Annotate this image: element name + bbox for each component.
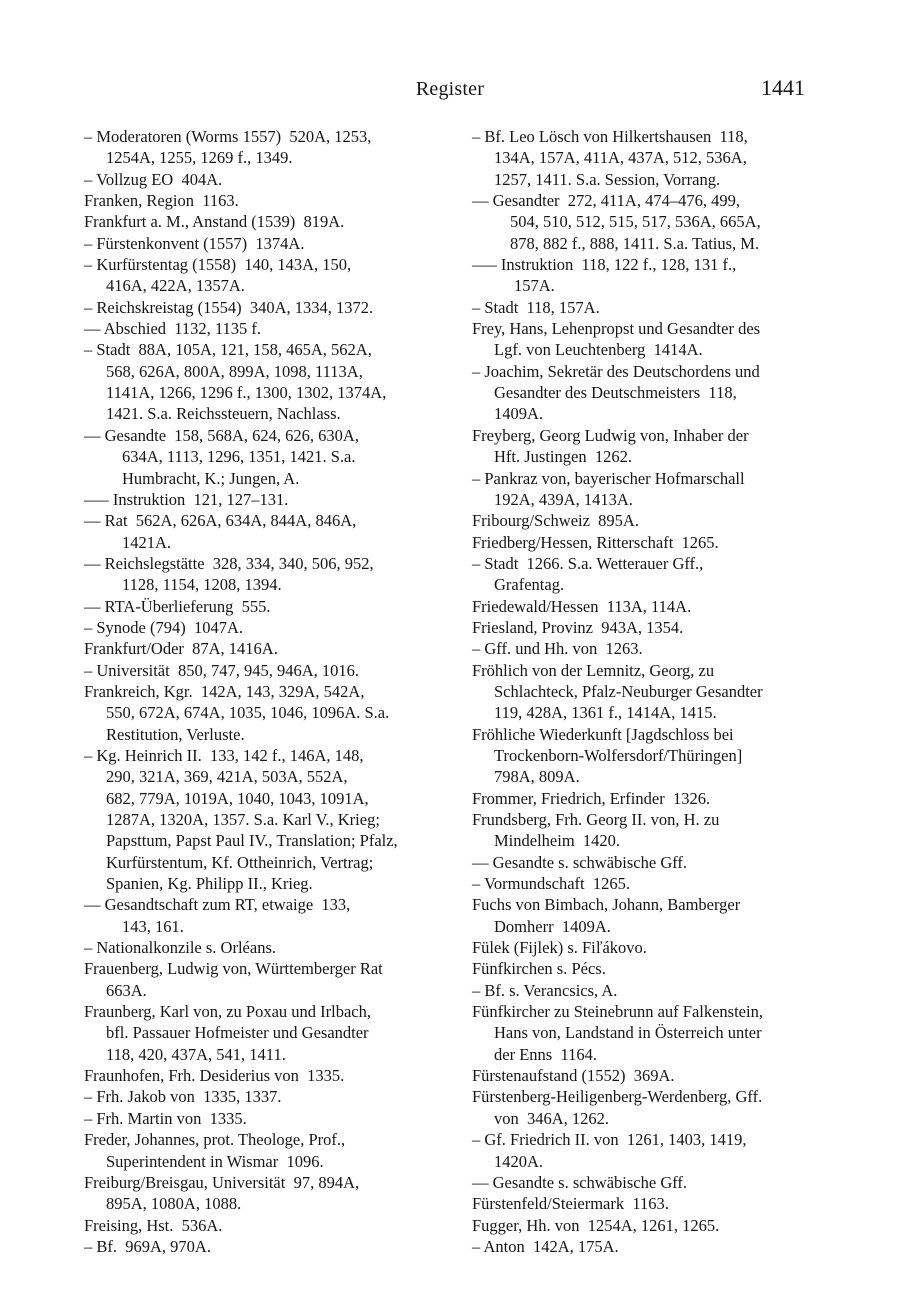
- index-line: Fürstenfeld/Steiermark 1163.: [472, 1194, 669, 1214]
- index-line: Frankreich, Kgr. 142A, 143, 329A, 542A,: [84, 681, 365, 701]
- index-line: – Kg. Heinrich II. 133, 142 f., 146A, 148,: [84, 745, 364, 765]
- index-line: – Nationalkonzile s. Orléans.: [84, 938, 276, 958]
- index-line: Domherr 1409A.: [494, 916, 611, 936]
- index-line: 119, 428A, 1361 f., 1414A, 1415.: [494, 703, 717, 723]
- index-line: Humbracht, K.; Jungen, A.: [122, 468, 300, 488]
- index-line: 504, 510, 512, 515, 517, 536A, 665A,: [510, 212, 761, 232]
- index-line: – Stadt 88A, 105A, 121, 158, 465A, 562A,: [84, 340, 372, 360]
- index-line: – Anton 142A, 175A.: [472, 1236, 619, 1256]
- index-line: 878, 882 f., 888, 1411. S.a. Tatius, M.: [510, 233, 760, 253]
- index-line: Fröhliche Wiederkunft [Jagdschloss bei: [472, 724, 734, 744]
- index-line: Fürstenaufstand (1552) 369A.: [472, 1066, 675, 1086]
- index-line: –– Gesandte s. schwäbische Gff.: [472, 1172, 688, 1192]
- index-line: Fülek (Fijlek) s. Fiľákovo.: [472, 938, 647, 958]
- index-line: 143, 161.: [122, 916, 184, 936]
- index-line: – Kurfürstentag (1558) 140, 143A, 150,: [84, 255, 352, 275]
- running-title: Register: [415, 78, 485, 100]
- index-line: – Bf. s. Verancsics, A.: [472, 980, 618, 1000]
- index-line: Lgf. von Leuchtenberg 1414A.: [494, 340, 703, 360]
- index-line: Fraunhofen, Frh. Desiderius von 1335.: [84, 1066, 345, 1086]
- index-line: Schlachteck, Pfalz-Neuburger Gesandter: [494, 681, 763, 701]
- index-line: ––– Instruktion 118, 122 f., 128, 131 f.,: [472, 255, 737, 275]
- index-line: Fribourg/Schweiz 895A.: [472, 511, 639, 531]
- index-line: 550, 672A, 674A, 1035, 1046, 1096A. S.a.: [106, 703, 390, 723]
- index-line: Frankfurt/Oder 87A, 1416A.: [84, 639, 278, 659]
- index-line: der Enns 1164.: [494, 1044, 597, 1064]
- index-line: – Joachim, Sekretär des Deutschordens und: [472, 361, 760, 381]
- index-line: 1257, 1411. S.a. Session, Vorrang.: [494, 169, 721, 189]
- index-line: Spanien, Kg. Philipp II., Krieg.: [106, 874, 313, 894]
- index-line: –– Abschied 1132, 1135 f.: [84, 319, 262, 339]
- index-line: – Fürstenkonvent (1557) 1374A.: [84, 233, 305, 253]
- index-line: – Stadt 1266. S.a. Wetterauer Gff.,: [472, 553, 704, 573]
- index-line: Freising, Hst. 536A.: [84, 1215, 223, 1235]
- index-line: Friesland, Provinz 943A, 1354.: [472, 617, 684, 637]
- index-line: – Vollzug EO 404A.: [84, 169, 223, 189]
- index-line: 1287A, 1320A, 1357. S.a. Karl V., Krieg;: [106, 810, 380, 829]
- index-line: 1421A.: [122, 532, 172, 552]
- index-line: 895A, 1080A, 1088.: [106, 1194, 242, 1214]
- index-columns: [84, 126, 850, 1257]
- index-line: Trockenborn-Wolfersdorf/Thüringen]: [494, 745, 743, 765]
- index-line: –– Gesandte s. schwäbische Gff.: [472, 852, 688, 872]
- index-line: 798A, 809A.: [494, 767, 580, 787]
- index-line: Fuchs von Bimbach, Johann, Bamberger: [472, 895, 741, 915]
- index-line: Frommer, Friedrich, Erfinder 1326.: [472, 788, 711, 808]
- index-line: –– Gesandter 272, 411A, 474–476, 499,: [472, 191, 740, 211]
- index-line: –– Gesandtschaft zum RT, etwaige 133,: [84, 895, 351, 915]
- index-line: 663A.: [106, 980, 147, 1000]
- index-line: Superintendent in Wismar 1096.: [106, 1151, 324, 1171]
- index-line: 1420A.: [494, 1151, 544, 1171]
- page-number: 1441: [761, 75, 805, 100]
- index-line: 1409A.: [494, 404, 544, 424]
- index-line: Hft. Justingen 1262.: [494, 447, 632, 467]
- index-line: Fugger, Hh. von 1254A, 1261, 1265.: [472, 1215, 720, 1235]
- index-line: – Vormundschaft 1265.: [472, 874, 630, 894]
- index-line: Frauenberg, Ludwig von, Württemberger Rat: [84, 959, 383, 979]
- index-line: 290, 321A, 369, 421A, 503A, 552A,: [106, 767, 348, 787]
- index-line: 634A, 1113, 1296, 1351, 1421. S.a.: [122, 447, 356, 467]
- index-line: 1254A, 1255, 1269 f., 1349.: [106, 148, 293, 168]
- index-line: Frundsberg, Frh. Georg II. von, H. zu: [472, 810, 720, 829]
- index-line: – Stadt 118, 157A.: [472, 297, 600, 317]
- index-line: 1421. S.a. Reichssteuern, Nachlass.: [106, 404, 341, 424]
- index-line: – Bf. Leo Lösch von Hilkertshausen 118,: [472, 127, 748, 146]
- index-line: Frey, Hans, Lehenpropst und Gesandter des: [472, 319, 761, 339]
- index-column-left: [84, 126, 462, 1257]
- index-line: – Moderatoren (Worms 1557) 520A, 1253,: [84, 127, 372, 146]
- index-line: – Frh. Martin von 1335.: [84, 1108, 247, 1128]
- index-line: – Gff. und Hh. von 1263.: [472, 639, 643, 659]
- index-line: Friedewald/Hessen 113A, 114A.: [472, 596, 692, 616]
- index-line: Hans von, Landstand in Österreich unter: [494, 1023, 762, 1043]
- index-line: 118, 420, 437A, 541, 1411.: [106, 1044, 286, 1064]
- index-line: Fürstenberg-Heiligenberg-Werdenberg, Gff.: [472, 1087, 763, 1107]
- index-line: Frankfurt a. M., Anstand (1539) 819A.: [84, 212, 345, 232]
- index-line: Freiburg/Breisgau, Universität 97, 894A,: [84, 1172, 360, 1192]
- index-line: 416A, 422A, 1357A.: [106, 276, 245, 296]
- index-line: 1128, 1154, 1208, 1394.: [122, 575, 282, 595]
- index-line: –– Reichslegstätte 328, 334, 340, 506, 952,: [84, 553, 374, 573]
- index-line: Fraunberg, Karl von, zu Poxau und Irlbach,: [84, 1002, 372, 1022]
- index-line: 134A, 157A, 411A, 437A, 512, 536A,: [494, 148, 747, 168]
- index-line: Grafentag.: [494, 575, 565, 595]
- index-line: Fünfkircher zu Steinebrunn auf Falkenstein,: [472, 1002, 763, 1022]
- index-line: ––– Instruktion 121, 127–131.: [84, 489, 289, 509]
- page-header: [0, 75, 900, 104]
- index-line: 568, 626A, 800A, 899A, 1098, 1113A,: [106, 361, 363, 381]
- index-line: 157A.: [514, 276, 555, 296]
- index-line: Restitution, Verluste.: [106, 724, 245, 744]
- index-line: – Bf. 969A, 970A.: [84, 1236, 211, 1256]
- index-line: bfl. Passauer Hofmeister und Gesandter: [106, 1023, 369, 1043]
- index-line: 682, 779A, 1019A, 1040, 1043, 1091A,: [106, 788, 369, 808]
- index-line: – Reichskreistag (1554) 340A, 1334, 1372.: [84, 297, 374, 317]
- index-line: – Universität 850, 747, 945, 946A, 1016.: [84, 660, 359, 680]
- index-line: Franken, Region 1163.: [84, 191, 239, 211]
- index-line: –– Rat 562A, 626A, 634A, 844A, 846A,: [84, 511, 357, 531]
- index-line: Fröhlich von der Lemnitz, Georg, zu: [472, 660, 715, 680]
- index-line: Freyberg, Georg Ludwig von, Inhaber der: [472, 425, 749, 445]
- index-line: Friedberg/Hessen, Ritterschaft 1265.: [472, 532, 719, 552]
- index-line: –– Gesandte 158, 568A, 624, 626, 630A,: [84, 425, 359, 445]
- index-line: Freder, Johannes, prot. Theologe, Prof.,: [84, 1130, 346, 1150]
- index-line: Mindelheim 1420.: [494, 831, 621, 851]
- index-line: von 346A, 1262.: [494, 1108, 610, 1128]
- index-line: Kurfürstentum, Kf. Ottheinrich, Vertrag;: [106, 852, 374, 872]
- index-line: – Gf. Friedrich II. von 1261, 1403, 1419,: [472, 1130, 747, 1150]
- index-line: – Synode (794) 1047A.: [84, 617, 244, 637]
- index-line: Fünfkirchen s. Pécs.: [472, 959, 606, 979]
- index-line: Papsttum, Papst Paul IV., Translation; Pfalz,: [106, 831, 398, 851]
- index-line: 1141A, 1266, 1296 f., 1300, 1302, 1374A,: [106, 383, 387, 403]
- index-line: –– RTA-Überlieferung 555.: [84, 596, 271, 616]
- index-line: – Pankraz von, bayerischer Hofmarschall: [472, 468, 745, 488]
- index-column-right: [472, 126, 850, 1257]
- index-line: Gesandter des Deutschmeisters 118,: [494, 383, 737, 403]
- index-line: 192A, 439A, 1413A.: [494, 489, 633, 509]
- index-line: – Frh. Jakob von 1335, 1337.: [84, 1087, 282, 1107]
